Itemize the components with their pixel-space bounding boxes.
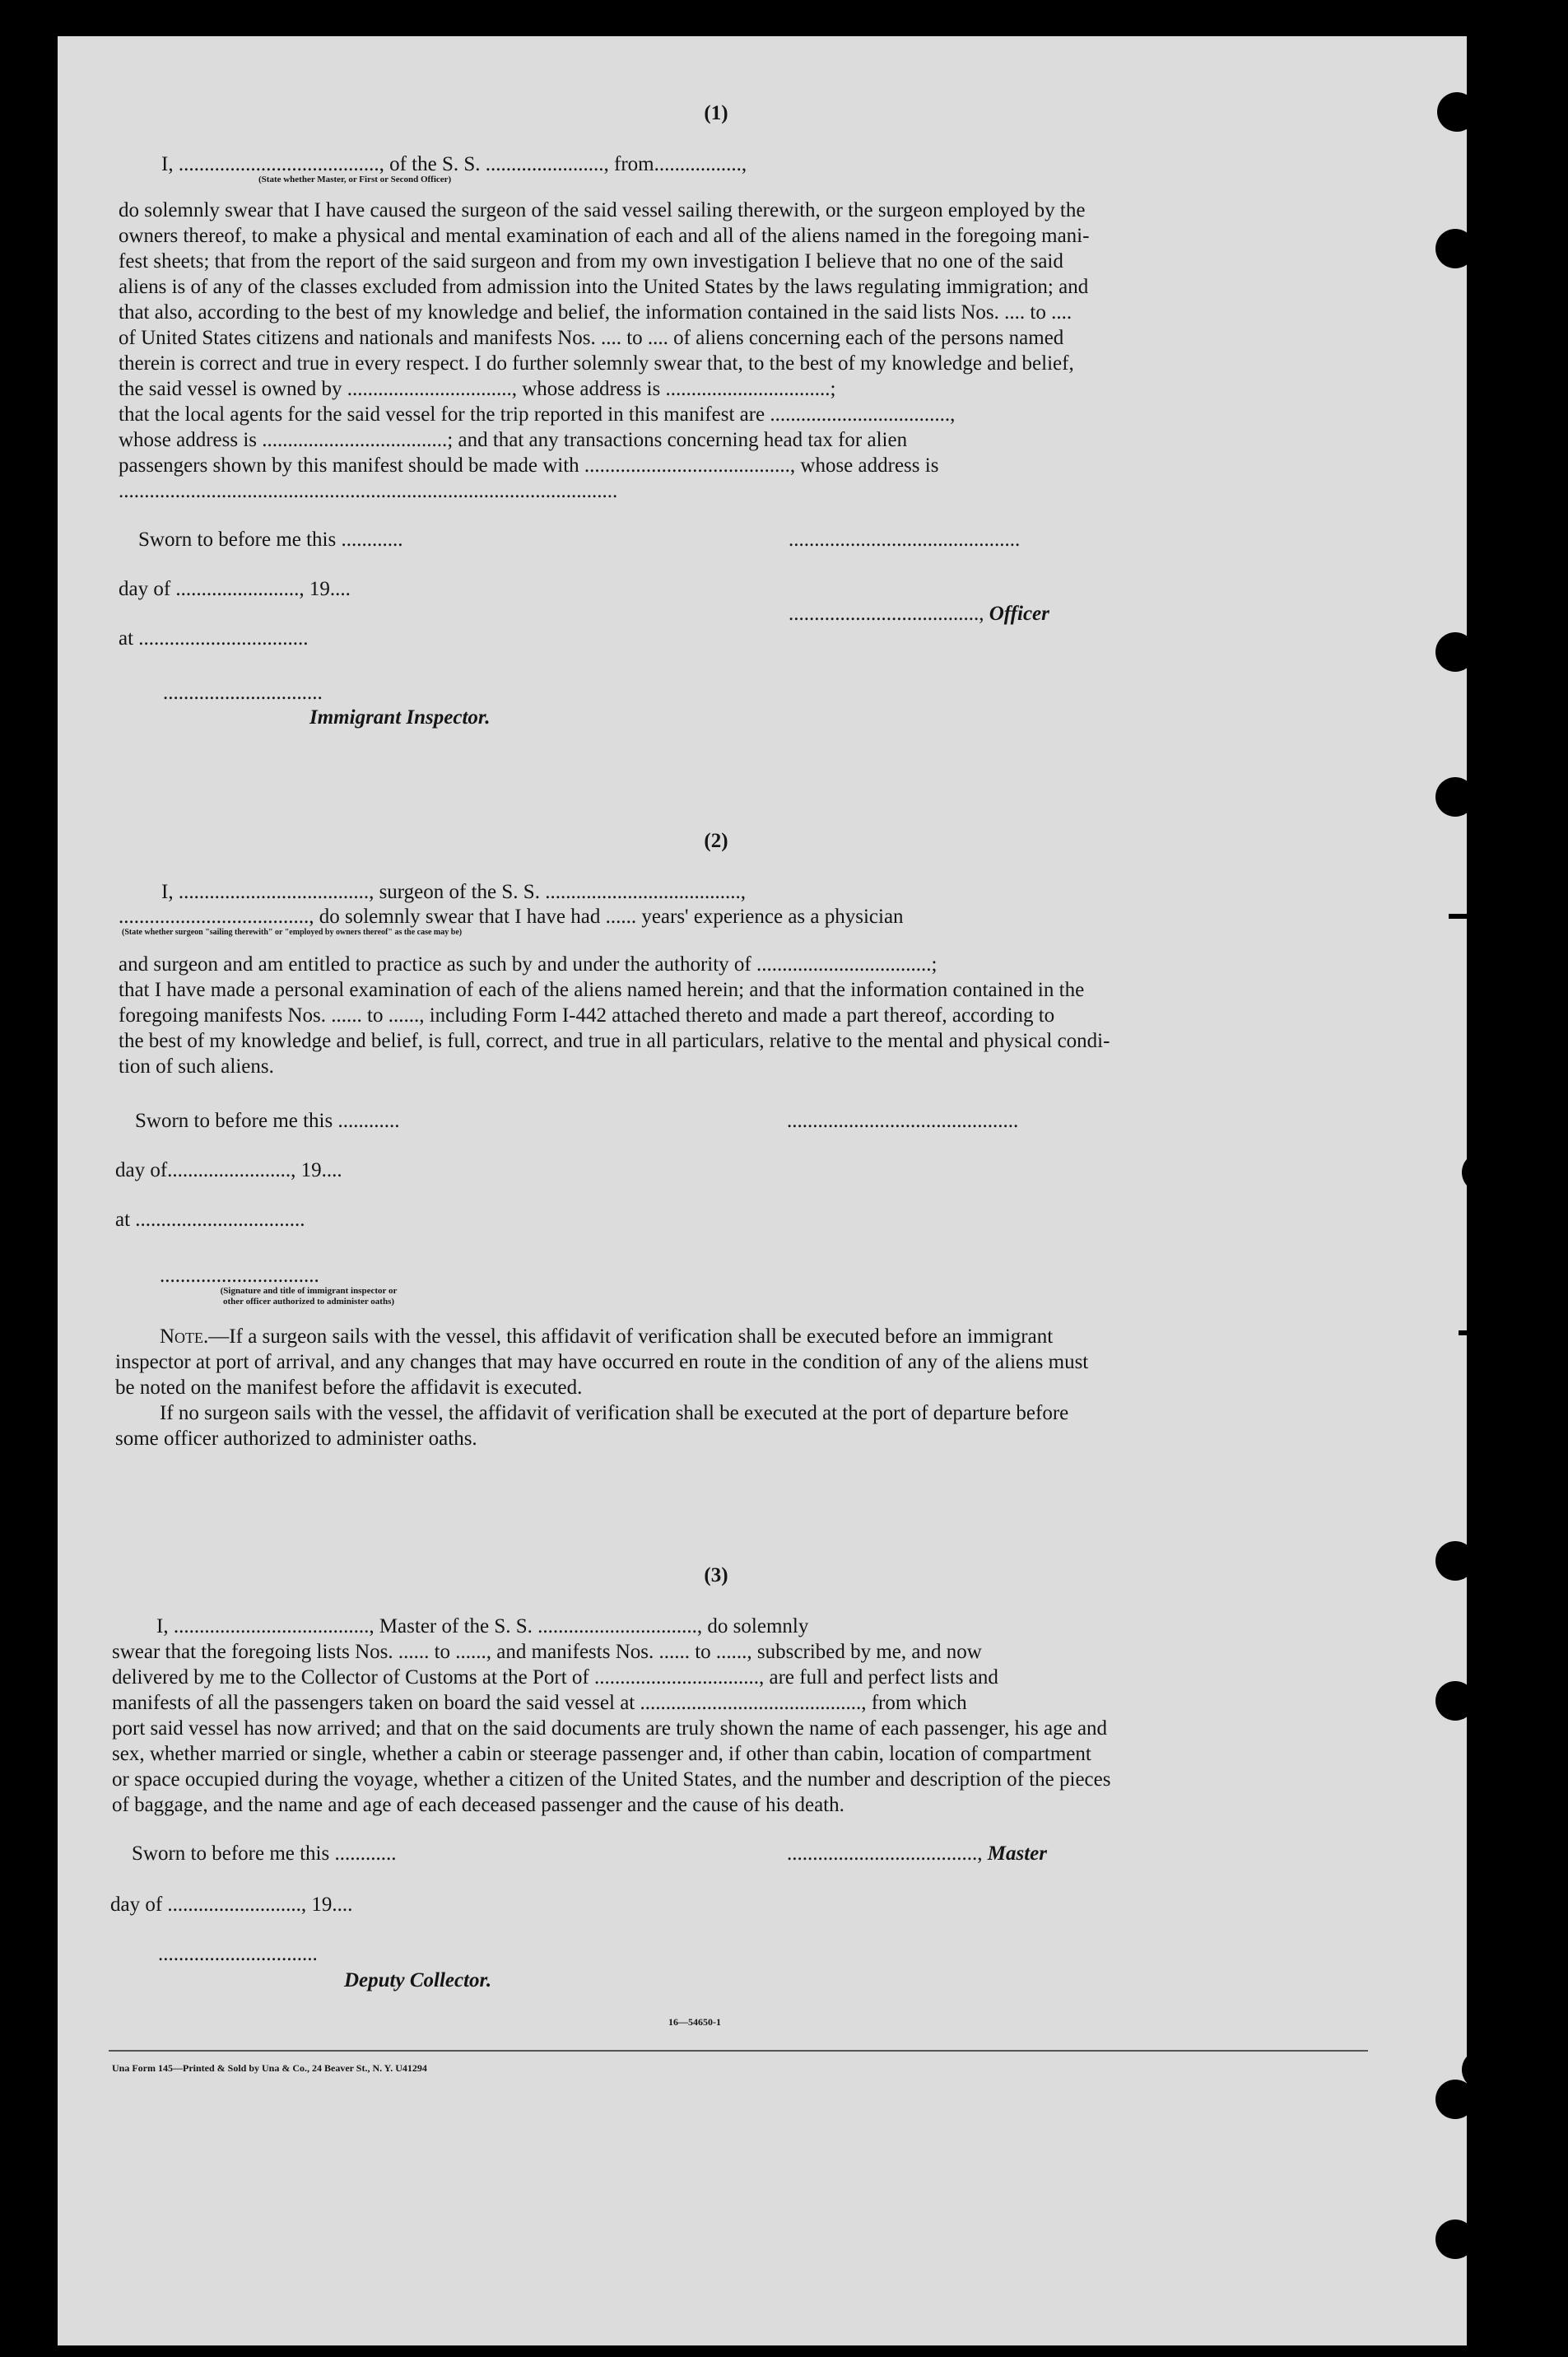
s2-line: tion of such aliens. [119,1055,274,1078]
s3-deputy-label: Deputy Collector. [344,1969,492,1991]
s2-sworn: Sworn to before me this ............ [135,1110,400,1132]
s2-note-label: Note. [160,1325,209,1348]
s1-officer-label: Officer [989,603,1049,625]
section-2-line-2: ....................................., do solemnly swear that I have had ...... years' experience as a physician [119,906,904,928]
s1-inspector-label: Immigrant Inspector. [309,706,491,729]
section-1-body [119,198,1370,504]
punch-hole [1435,2220,1475,2259]
s2-note-text: inspector at port of arrival, and any changes that may have occurred en route in the condition of any of the aliens must [115,1351,1089,1373]
margin-mark [1449,914,1473,919]
s1-line: passengers shown by this manifest should be made with ........................................, whose address is [119,454,939,477]
punch-hole [1462,1153,1501,1192]
margin-mark [1459,1330,1480,1335]
s1-line: therein is correct and true in every respect. I do further solemnly swear that, to the best of my knowledge and belief, [119,352,1074,375]
s2-note2-text: If no surgeon sails with the vessel, the affidavit of verification shall be executed at the port of departure before [160,1402,1069,1424]
s3-deputy-line: ............................... [158,1943,318,1965]
section-2-body [119,952,1370,1079]
s1-line: fest sheets; that from the report of the said surgeon and from my own investigation I believe that no one of the said [119,250,1063,272]
s3-line: or space occupied during the voyage, whether a citizen of the United States, and the number and description of the pieces [112,1768,1111,1791]
s1-at: at ................................. [119,627,309,650]
section-2-number: (2) [704,830,728,852]
s2-day: day of........................, 19.... [115,1159,342,1181]
s3-line: I, ......................................, Master of the S. S. ..............................., do solemnly [156,1615,809,1637]
s1-line: that the local agents for the said vessel for the trip reported in this manifest are ..................................., [119,403,956,426]
s3-line: swear that the foregoing lists Nos. ...... to ......, and manifests Nos. ...... to ......, subscribed by me, and now [112,1641,982,1663]
s2-note-text: be noted on the manifest before the affidavit is executed. [115,1376,583,1399]
s3-day: day of .........................., 19.... [110,1894,353,1916]
section-3-number: (3) [704,1564,728,1586]
s2-note-text: —If a surgeon sails with the vessel, this affidavit of verification shall be executed before an immigrant [208,1325,1054,1348]
s2-signature-note-1: (Signature and title of immigrant inspector or [220,1286,398,1296]
s2-line: that I have made a personal examination of each of the aliens named herein; and that the information contained in the [119,979,1085,1001]
document-page [58,36,1467,2345]
printer-footer: Una Form 145—Printed & Sold by Una & Co., 24 Beaver St., N. Y. U41294 [112,2062,427,2074]
s2-line: foregoing manifests Nos. ...... to ......, including Form I-442 attached thereto and made a part thereof, according to [119,1004,1055,1027]
s1-line: owners thereof, to make a physical and mental examination of each and all of the aliens named in the foregoing mani- [119,225,1090,247]
footer-rule [109,2050,1368,2052]
s2-line: and surgeon and am entitled to practice as such by and under the authority of ..................................; [119,953,938,976]
s1-line: of United States citizens and nationals and manifests Nos. .... to .... of aliens concerning each of the persons named [119,327,1064,349]
section-1-line-1: I, ......................................., of the S. S. ......................., from................., [161,153,747,175]
s2-signature-line: ............................... [160,1265,319,1287]
section-1-number: (1) [704,102,728,124]
punch-hole [1435,229,1475,268]
s2-at: at ................................. [115,1209,305,1231]
s2-note-first-line [115,1324,1368,1349]
punch-hole [1467,259,1506,298]
section-2-note-paragraph [115,1324,1368,1451]
s3-line: of baggage, and the name and age of each deceased passenger and the cause of his death. [112,1794,844,1816]
s1-sworn-line: ............................................. [789,529,1021,551]
punch-hole [1435,1541,1475,1581]
s2-signature-note-2: other officer authorized to administer oaths) [222,1297,395,1307]
section-2-line-1: I, ....................................., surgeon of the S. S. ......................................, [161,881,746,903]
s1-line: ................................................................................................. [119,480,618,502]
s2-note2-text: some officer authorized to administer oaths. [115,1428,477,1450]
punch-hole [1435,777,1475,817]
s1-line: that also, according to the best of my knowledge and belief, the information contained in the said lists Nos. .... to .... [119,301,1072,324]
s3-master-line: ....................................., [787,1842,988,1865]
punch-hole [1435,2080,1475,2119]
s2-sworn-line: ............................................. [787,1110,1019,1132]
s1-sworn: Sworn to before me this ............ [138,529,403,551]
s1-line: whose address is ....................................; and that any transactions concerning head tax for alien [119,429,908,451]
s1-line: the said vessel is owned by ................................, whose address is ................................; [119,378,836,400]
s1-officer-signature [789,601,1049,627]
section-1-role-note: (State whether Master, or First or Second Officer) [258,175,452,184]
s3-line: port said vessel has now arrived; and that on the said documents are truly shown the name of each passenger, his age and [112,1717,1108,1740]
form-code: 16—54650-1 [668,2016,721,2028]
s3-line: sex, whether married or single, whether a cabin or steerage passenger and, if other than cabin, location of compartment [112,1743,1091,1765]
s3-master-signature [787,1841,1047,1866]
s3-line: delivered by me to the Collector of Customs at the Port of ................................, are full and perfect lists and [112,1666,998,1689]
section-3-body [112,1614,1366,1818]
s3-line: manifests of all the passengers taken on board the said vessel at ..........................................., from which [112,1692,967,1714]
punch-hole [1437,92,1477,132]
s2-line: the best of my knowledge and belief, is full, correct, and true in all particulars, relative to the mental and physical condi- [119,1030,1110,1052]
s3-master-label: Master [987,1842,1047,1865]
punch-hole [1435,632,1475,672]
s1-inspector-line: ............................... [163,682,323,704]
s1-line: aliens is of any of the classes excluded from admission into the United States by the laws regulating immigration; and [119,276,1089,298]
s1-line: do solemnly swear that I have caused the surgeon of the said vessel sailing therewith, or the surgeon employed by the [119,199,1086,221]
section-2-note: (State whether surgeon "sailing therewith" or "employed by owners thereof" as the case may be) [122,928,463,937]
s3-sworn: Sworn to before me this ............ [132,1842,397,1865]
s1-officer-line: ....................................., [789,603,989,625]
s1-day: day of ........................, 19.... [119,578,351,600]
punch-hole [1435,1681,1475,1721]
